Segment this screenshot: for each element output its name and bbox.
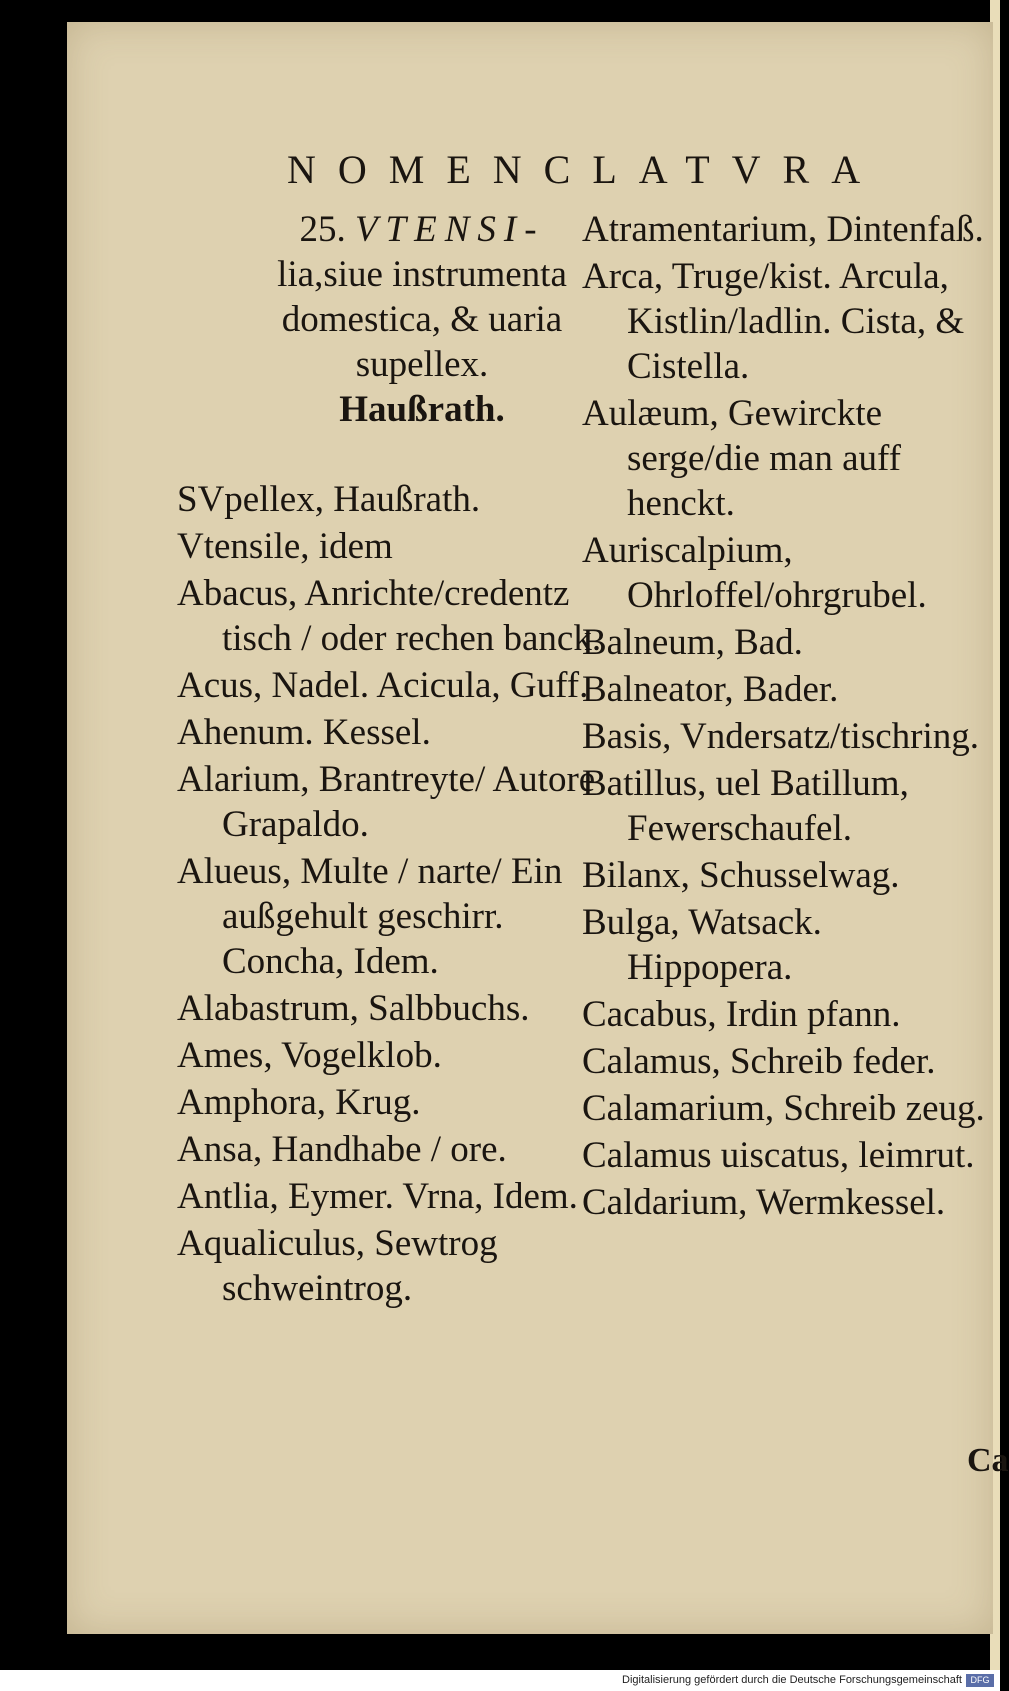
section-label: VTENSI-: [354, 209, 545, 250]
list-item: Acus, Nadel. Acicula, Guff.: [177, 665, 589, 706]
list-item: Bulga, Watsack. Hippopera.: [582, 902, 822, 988]
section-number: 25.: [299, 209, 346, 250]
list-item: Bilanx, Schusselwag.: [582, 855, 900, 896]
catchword: Ca: [967, 1442, 1009, 1479]
list-item: Aqualiculus, Sewtrog schweintrog.: [177, 1223, 498, 1309]
list-item: SVpellex, Haußrath.: [177, 479, 481, 520]
list-item: Balneum, Bad.: [582, 622, 803, 663]
section-german: Haußrath.: [339, 389, 505, 430]
list-item: Alueus, Multe / narte/ Ein außgehult geschirr. Concha, Idem.: [177, 851, 563, 982]
footer-text: Digitalisierung gefördert durch die Deutsche Forschungsgemeinschaft: [622, 1674, 962, 1686]
list-item: Abacus, Anrichte/credentz tisch / oder rechen banck.: [177, 573, 602, 659]
list-item: Ahenum. Kessel.: [177, 712, 431, 753]
page-header: NOMENCLATVRA: [287, 147, 883, 192]
book-page: [67, 22, 1009, 1634]
list-item: Amphora, Krug.: [177, 1082, 421, 1123]
list-item: Calamus, Schreib feder.: [582, 1041, 936, 1082]
right-column: [582, 207, 987, 1227]
list-item: Calamus uiscatus, leimrut.: [582, 1135, 975, 1176]
list-item: Alabastrum, Salbbuchs.: [177, 988, 530, 1029]
list-item: Vtensile, idem: [177, 526, 393, 567]
list-item: Atramentarium, Dintenfaß.: [582, 209, 984, 250]
dfg-logo: DFG: [966, 1674, 994, 1687]
list-item: Antlia, Eymer. Vrna, Idem.: [177, 1176, 578, 1217]
list-item: Calamarium, Schreib zeug.: [582, 1088, 985, 1129]
footer-bar: [0, 1670, 1000, 1691]
list-item: Basis, Vndersatz/tischring.: [582, 716, 980, 757]
list-item: Auriscalpium, Ohrloffel/ohrgrubel.: [582, 530, 927, 616]
list-item: Cacabus, Irdin pfann.: [582, 994, 901, 1035]
section-heading: [177, 207, 627, 432]
list-item: Ansa, Handhabe / ore.: [177, 1129, 507, 1170]
list-item: Aulæum, Gewirckte serge/die man auff henckt.: [582, 393, 901, 524]
left-column: [177, 207, 627, 1313]
list-item: Ames, Vogelklob.: [177, 1035, 442, 1076]
list-item: Balneator, Bader.: [582, 669, 839, 710]
list-item: Arca, Truge/kist. Arcula, Kistlin/ladlin. Cista, & Cistella.: [582, 256, 965, 387]
list-item: Alarium, Brantreyte/ Autore Grapaldo.: [177, 759, 596, 845]
list-item: Batillus, uel Batillum, Fewerschaufel.: [582, 763, 909, 849]
list-item: Caldarium, Wermkessel.: [582, 1182, 946, 1223]
section-subtitle: lia,siue instrumenta domestica, & uaria supellex.: [277, 254, 567, 385]
